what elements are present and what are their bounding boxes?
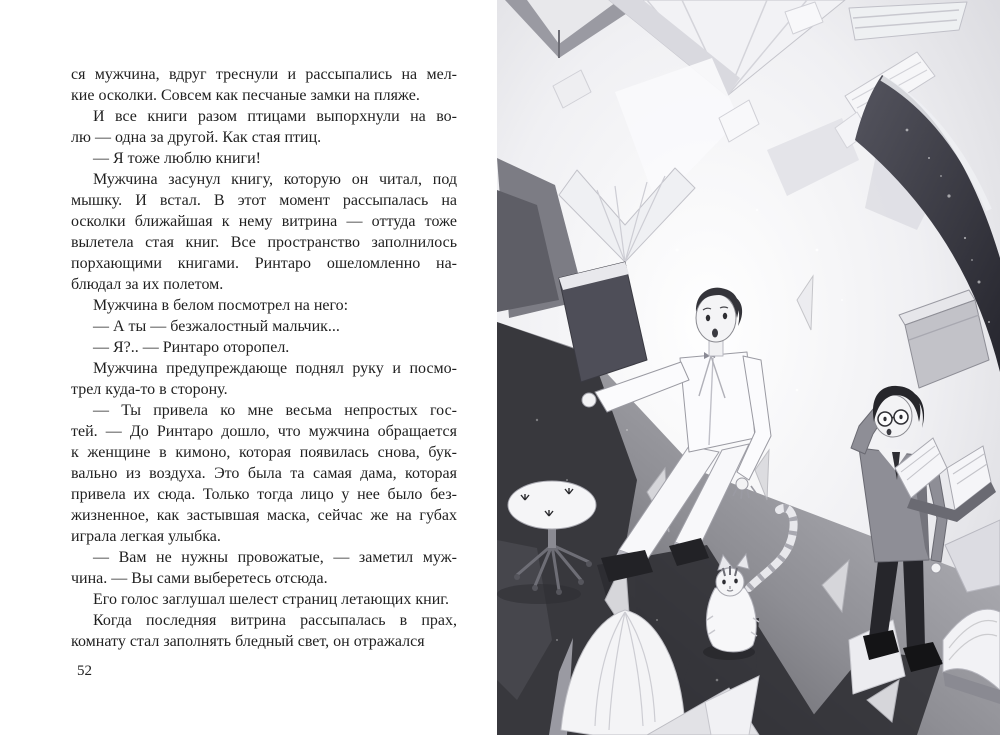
right-page [497,0,1000,735]
text-line: — А ты — безжалостный мальчик... [93,318,340,335]
text-line: Мужчина предупреждающе поднял руку и посмо- [93,360,457,377]
left-page [0,0,497,735]
text-line: чина. — Вы сами выберетесь отсюда. [71,570,328,587]
text-line: трел куда-то в сторону. [71,381,228,398]
illustration [497,0,1000,735]
text-line: привела их сюда. Только тогда лицо у нее было без- [71,486,457,503]
paragraph [71,106,457,148]
text-line: вылетела стая книг. Все пространство заполнилось [71,234,457,251]
paragraph [71,64,457,106]
text-line: — Я?.. — Ринтаро оторопел. [93,339,290,356]
page-number: 52 [77,663,92,679]
text-line: И все книги разом птицами выпорхнули на во- [93,108,457,125]
paragraph [71,169,457,295]
text-line: к женщине в кимоно, которая появилась снова, бук- [71,444,457,461]
paragraph [71,547,457,589]
text-line: играла легкая улыбка. [71,528,221,545]
text-line: кие осколки. Совсем как песчаные замки на пляже. [71,87,420,104]
text-line: тей. — До Ринтаро дошло, что мужчина обращается [71,423,457,440]
paragraph [71,358,457,400]
text-line: блюдал за их полетом. [71,276,224,293]
text-line: вально из воздуха. Это была та самая дама, которая [71,465,457,482]
text-line: ся мужчина, вдруг треснули и рассыпались на мел- [71,66,457,83]
paragraph [71,316,457,337]
text-line: мышку. И встал. В этот момент рассыпалась на [71,192,457,209]
text-line: порхающими книгами. Ринтаро ошеломленно на- [71,255,457,272]
paragraph [71,295,457,316]
paragraph [71,610,457,652]
text-line: — Вам не нужны провожатые, — заметил муж- [93,549,457,566]
text-line: лю — одна за другой. Как стая птиц. [71,129,322,146]
text-line: Его голос заглушал шелест страниц летающих книг. [93,591,450,608]
paragraph [71,400,457,547]
page-text [71,64,457,652]
text-line: жизненное, как застывшая маска, сейчас же на губах [71,507,457,524]
paragraph [71,148,457,169]
text-line: Мужчина в белом посмотрел на него: [93,297,349,314]
text-line: Когда последняя витрина рассыпалась в прах, [93,612,457,629]
text-line: — Я тоже люблю книги! [93,150,261,167]
text-line: Мужчина засунул книгу, которую он читал, под [93,171,457,188]
paragraph [71,337,457,358]
paragraph [71,589,457,610]
text-line: — Ты привела ко мне весьма непростых гос- [93,402,457,419]
open-mouth [712,329,718,338]
text-line: осколки ближайшая к нему витрина — оттуда тоже [71,213,457,230]
text-line: комнату стал заполнять бледный свет, он отражался [71,633,425,650]
